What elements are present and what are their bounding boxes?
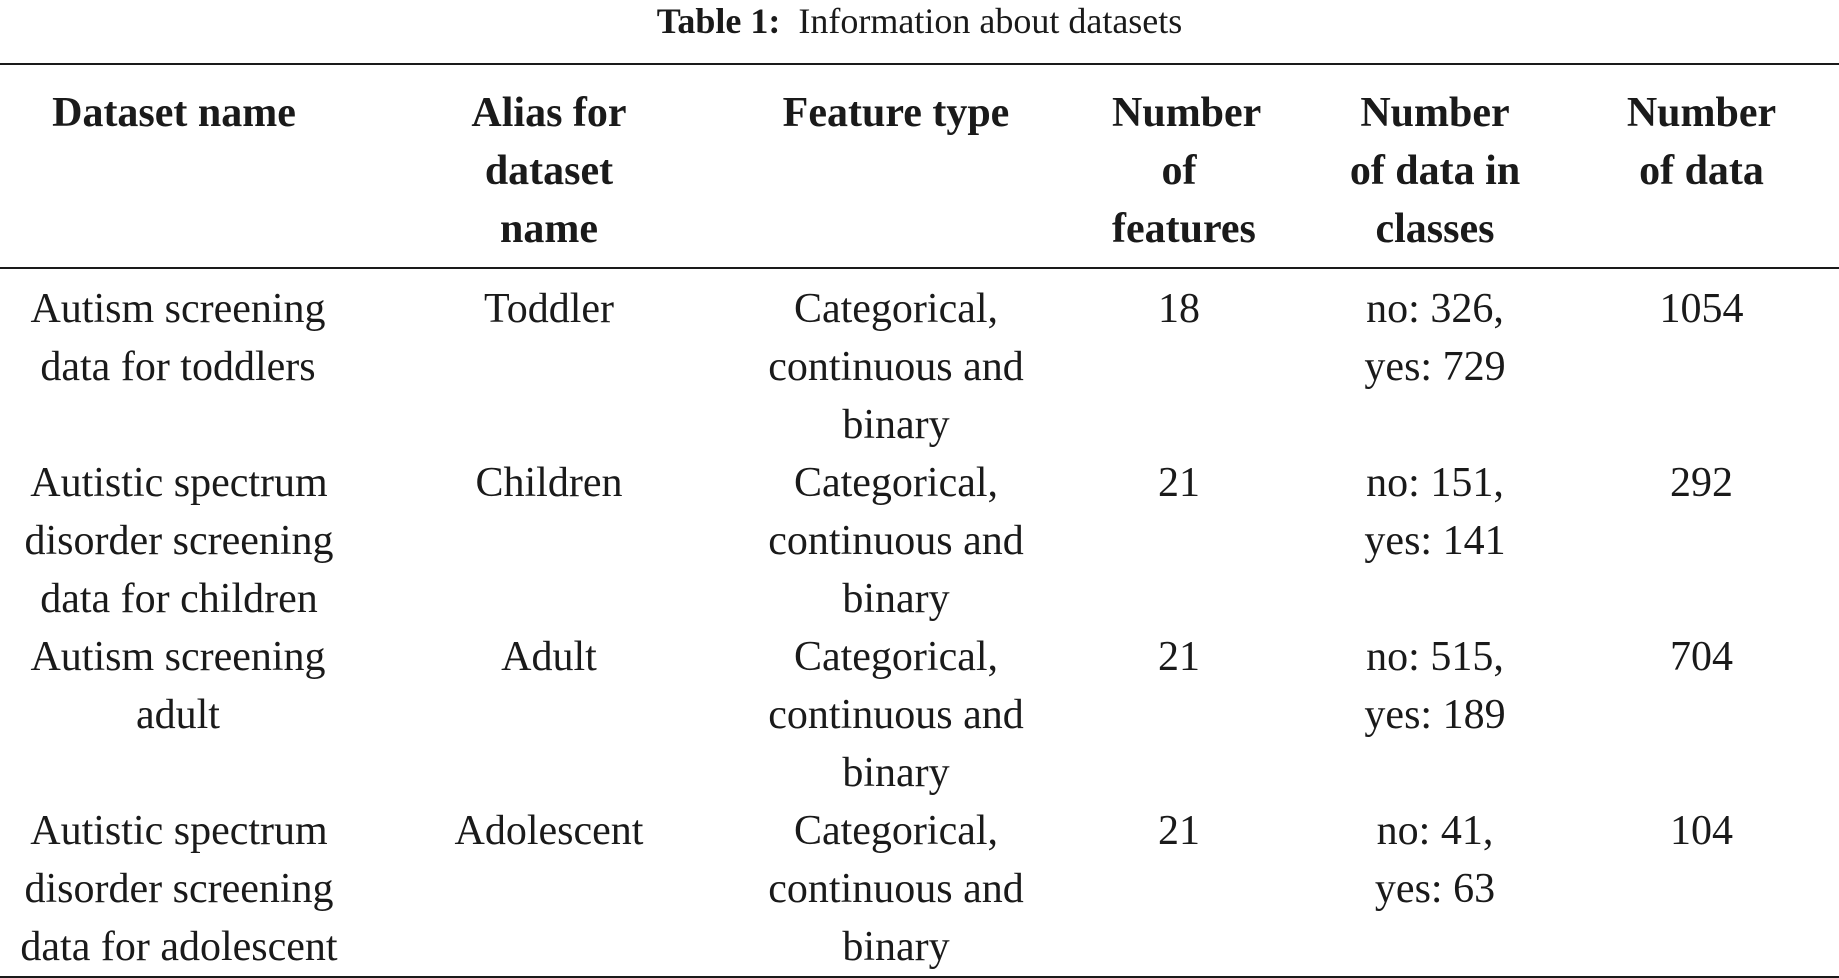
- cell-number-of-features: 21: [1158, 808, 1200, 854]
- header-alias: Alias for dataset name: [471, 90, 627, 252]
- cell-feature-type: Categorical, continuous and binary: [768, 286, 1024, 448]
- table-row: [0, 802, 1839, 977]
- cell-number-of-data-in-classes: no: 326, yes: 729: [1364, 286, 1506, 390]
- cell-number-of-data-in-classes: no: 151, yes: 141: [1364, 460, 1506, 564]
- cell-number-of-features: 21: [1158, 460, 1200, 506]
- header-feature-type: Feature type: [782, 90, 1010, 136]
- table-row: [0, 268, 1839, 454]
- cell-alias: Children: [475, 460, 623, 506]
- cell-number-of-data: 1054: [1659, 286, 1744, 332]
- cell-number-of-data-in-classes: no: 41, yes: 63: [1374, 808, 1496, 912]
- header-row: [0, 64, 1839, 268]
- cell-alias: Adult: [501, 634, 597, 680]
- header-number-of-data: Number of data: [1626, 90, 1777, 194]
- cell-dataset-name: Autistic spectrum disorder screening data for children: [24, 460, 334, 622]
- header-dataset-name: Dataset name: [52, 90, 296, 136]
- cell-number-of-features: 21: [1158, 634, 1200, 680]
- cell-feature-type: Categorical, continuous and binary: [768, 634, 1024, 796]
- cell-dataset-name: Autistic spectrum disorder screening data for adolescent: [20, 808, 338, 970]
- table-row: [0, 628, 1839, 802]
- cell-number-of-data: 292: [1670, 460, 1733, 506]
- table-row: [0, 454, 1839, 628]
- cell-alias: Adolescent: [454, 808, 644, 854]
- caption-text: Information about datasets: [798, 1, 1183, 41]
- cell-number-of-features: 18: [1158, 286, 1200, 332]
- header-number-of-data-in-classes: Number of data in classes: [1349, 90, 1521, 252]
- header-number-of-features: Number of features: [1112, 90, 1262, 252]
- table-caption: [0, 0, 1839, 42]
- cell-feature-type: Categorical, continuous and binary: [768, 808, 1024, 970]
- cell-number-of-data-in-classes: no: 515, yes: 189: [1364, 634, 1506, 738]
- cell-number-of-data: 104: [1670, 808, 1733, 854]
- cell-alias: Toddler: [483, 286, 615, 332]
- datasets-table-wrapper: [0, 63, 1839, 978]
- cell-dataset-name: Autism screening adult: [30, 634, 326, 738]
- datasets-table: [0, 63, 1839, 978]
- caption-label: Table 1:: [656, 1, 781, 41]
- cell-feature-type: Categorical, continuous and binary: [768, 460, 1024, 622]
- cell-number-of-data: 704: [1670, 634, 1733, 680]
- cell-dataset-name: Autism screening data for toddlers: [30, 286, 326, 390]
